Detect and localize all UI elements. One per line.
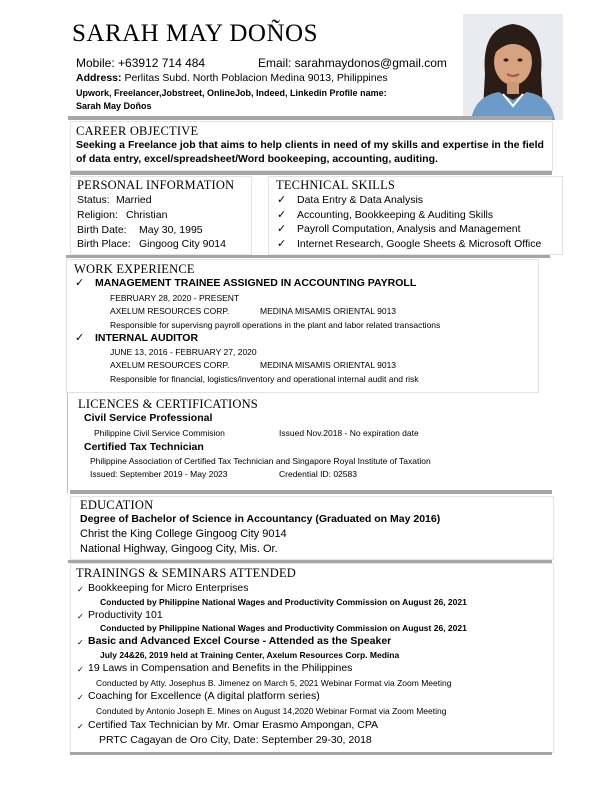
training-title: Basic and Advanced Excel Course - Attended as the Speaker [88, 635, 392, 647]
religion-value: Christian [126, 209, 168, 221]
checkmark-icon: ✓ [77, 693, 84, 702]
birth-date-value: May 30, 1995 [139, 224, 203, 236]
email-address: Email: sarahmaydonos@gmail.com [258, 56, 447, 70]
checkmark-icon: ✓ [77, 665, 84, 674]
birth-date-label: Birth Date: [77, 224, 127, 236]
checkmark-icon: ✓ [277, 209, 287, 221]
checkmark-icon: ✓ [77, 722, 84, 731]
education-address: National Highway, Gingoog City, Mis. Or. [80, 543, 278, 555]
resume-name: SARAH MAY DOÑOS [72, 20, 318, 47]
licence-issued: Issued: September 2019 - May 2023 [90, 469, 228, 479]
profile-name: Sarah May Doños [76, 101, 152, 111]
skills-divider [66, 255, 550, 258]
job-description: Responsible for financial, logistics/inventory and operational internal audit and risk [110, 374, 419, 384]
education-degree: Degree of Bachelor of Science in Accountancy (Graduated on May 2016) [80, 513, 441, 525]
training-detail: Conducted by Philippine National Wages and Productivity Commission on August 26, 2021 [100, 597, 467, 607]
checkmark-icon: ✓ [77, 638, 84, 647]
checkmark-icon: ✓ [277, 194, 287, 206]
job-position: INTERNAL AUDITOR [95, 332, 199, 344]
licence-issuer: Philippine Civil Service Commision [94, 428, 225, 438]
checkmark-icon: ✓ [75, 332, 85, 344]
checkmark-icon: ✓ [277, 238, 287, 250]
personal-info-title: PERSONAL INFORMATION [77, 178, 235, 192]
licence-detail: Issued Nov.2018 - No expiration date [279, 428, 419, 438]
licence-issuer: Philippine Association of Certified Tax Technician and Singapore Royal Institute of Taxation [90, 456, 431, 466]
training-title: Coaching for Excellence (A digital platform series) [88, 690, 320, 702]
checkmark-icon: ✓ [75, 277, 85, 289]
training-detail: Conducted by Philippine National Wages and Productivity Commission on August 26, 2021 [100, 623, 467, 633]
training-detail: PRTC Cagayan de Oro City, Date: September 29-30, 2018 [99, 734, 372, 746]
education-school: Christ the King College Gingoog City 9014 [80, 528, 287, 540]
birth-place-label: Birth Place: [77, 238, 131, 250]
job-dates: FEBRUARY 28, 2020 - PRESENT [110, 293, 240, 303]
header-divider [68, 116, 552, 120]
career-objective-title: CAREER OBJECTIVE [76, 124, 199, 138]
job-company: AXELUM RESOURCES CORP. [110, 360, 230, 370]
job-location: MEDINA MISAMIS ORIENTAL 9013 [260, 306, 397, 316]
job-position: MANAGEMENT TRAINEE ASSIGNED IN ACCOUNTING PAYROLL [95, 277, 417, 289]
skill-item: Internet Research, Google Sheets & Microsoft Office [297, 238, 542, 250]
profile-photo [463, 14, 563, 120]
religion-label: Religion: [77, 209, 118, 221]
technical-skills-title: TECHNICAL SKILLS [276, 178, 396, 192]
training-detail: Conduted by Antonio Joseph E. Mines on August 14,2020 Webinar Format via Zoom Meeting [96, 706, 447, 716]
job-company: AXELUM RESOURCES CORP. [110, 306, 230, 316]
career-objective-line-2: of data entry, excel/spreadsheet/Word bookeeping, accounting, auditing. [76, 153, 438, 165]
status-value: Married [116, 194, 152, 206]
address-label: Address: [76, 72, 122, 84]
training-title: 19 Laws in Compensation and Benefits in the Philippines [88, 662, 353, 674]
trainings-title: TRAININGS & SEMINARS ATTENDED [76, 566, 297, 580]
job-location: MEDINA MISAMIS ORIENTAL 9013 [260, 360, 397, 370]
address-value: Perlitas Subd. North Poblacion Medina 9013, Philippines [124, 72, 388, 84]
skill-item: Data Entry & Data Analysis [297, 194, 424, 206]
training-title: Certified Tax Technician by Mr. Omar Erasmo Ampongan, CPA [88, 719, 379, 731]
education-title: EDUCATION [80, 498, 154, 512]
address-line [76, 72, 388, 84]
section-side-line [67, 393, 68, 493]
licence-name: Civil Service Professional [84, 412, 213, 424]
birth-place-value: Gingoog City 9014 [139, 238, 226, 250]
checkmark-icon: ✓ [77, 585, 84, 594]
mobile-number: Mobile: +63912 714 484 [76, 56, 206, 70]
profiles-line: Upwork, Freelancer,Jobstreet, OnlineJob, Indeed, Linkedin Profile name: [76, 88, 387, 98]
credential-id: Credential ID: 02583 [279, 469, 357, 479]
objective-divider [70, 171, 552, 175]
training-title: Productivity 101 [88, 609, 163, 621]
checkmark-icon: ✓ [77, 612, 84, 621]
career-objective-line-1: Seeking a Freelance job that aims to help clients in need of my skills and expertise in the field [76, 139, 544, 151]
job-description: Responsible for supervisng payroll operations in the plant and labor related transactions [110, 320, 441, 330]
status-label: Status: [77, 194, 110, 206]
footer-divider [70, 752, 552, 755]
training-title: Bookkeeping for Micro Enterprises [88, 582, 249, 594]
checkmark-icon: ✓ [277, 223, 287, 235]
training-detail: July 24&26, 2019 held at Training Center, Axelum Resources Corp. Medina [100, 650, 400, 660]
skill-item: Accounting, Bookkeeping & Auditing Skills [297, 209, 494, 221]
work-experience-title: WORK EXPERIENCE [74, 262, 195, 276]
skill-item: Payroll Computation, Analysis and Management [297, 223, 521, 235]
training-detail: Conducted by Atty. Josephus B. Jimenez on March 5, 2021 Webinar Format via Zoom Meeting [96, 678, 452, 688]
licences-divider [70, 490, 552, 494]
licences-title: LICENCES & CERTIFICATIONS [78, 397, 258, 411]
licence-name: Certified Tax Technician [84, 441, 204, 453]
job-dates: JUNE 13, 2016 - FEBRUARY 27, 2020 [110, 347, 257, 357]
